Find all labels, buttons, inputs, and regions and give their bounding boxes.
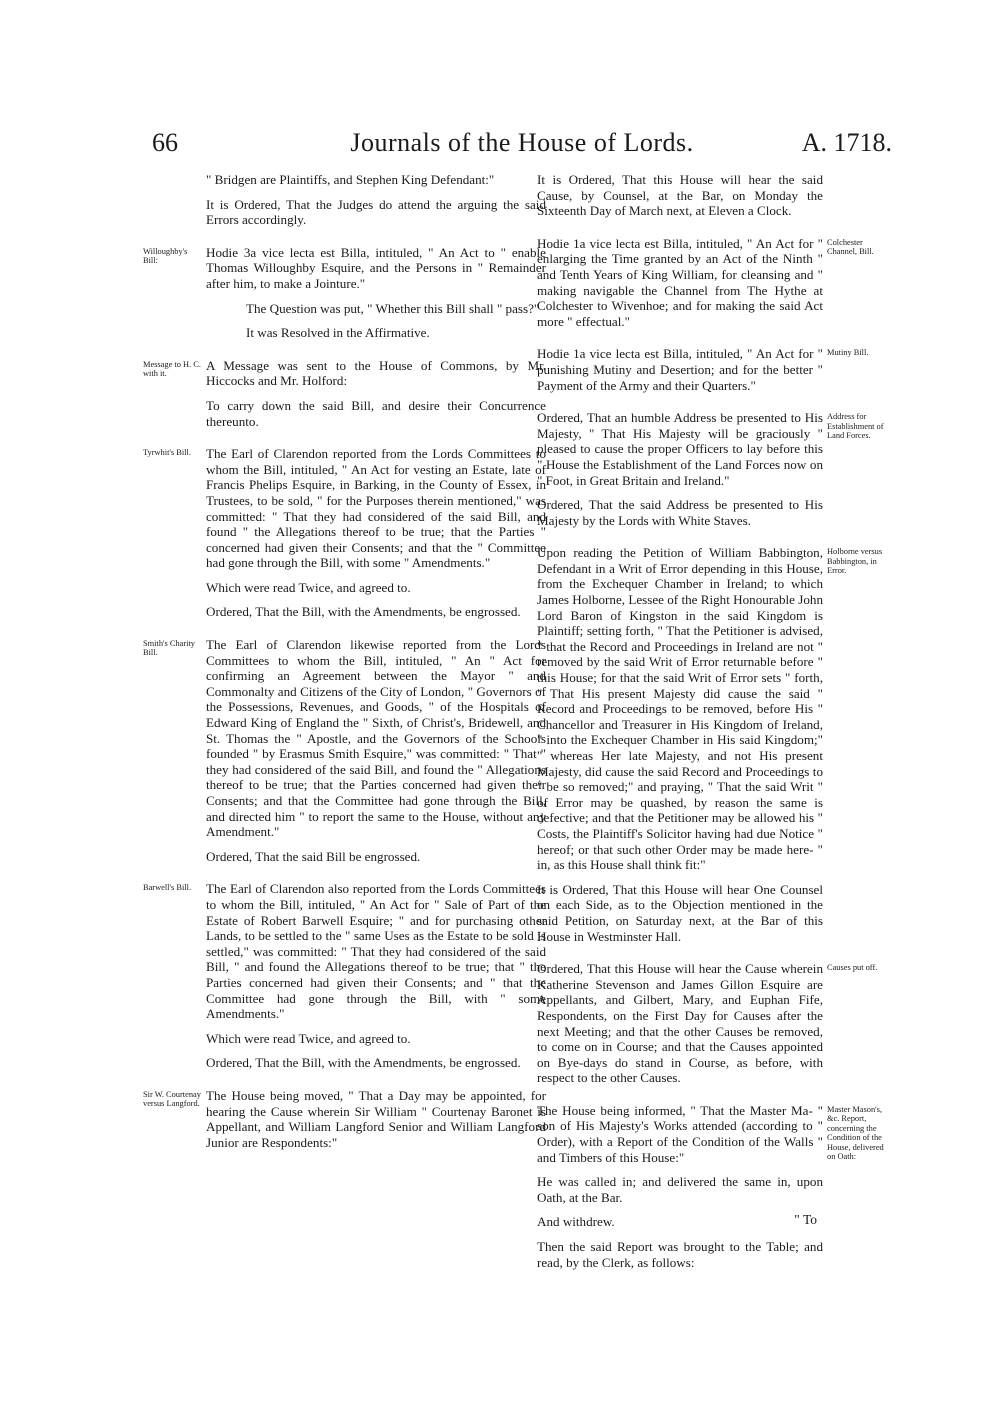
page-header — [152, 128, 892, 164]
right-column — [537, 172, 884, 1287]
journal-entry — [143, 244, 546, 341]
entry-paragraph: The House being informed, " That the Master Ma- " son of His Majesty's Works attended (according to " Order), with a Report of the Condition of the Walls " and Timbers of this House:" — [537, 1102, 823, 1165]
journal-entry — [143, 357, 546, 429]
entry-paragraph: Which were read Twice, and agreed to. — [206, 579, 411, 595]
page-title: Journals of the House of Lords. — [350, 128, 694, 157]
entry-paragraph: The House being moved, " That a Day may be appointed, for hearing the Cause wherein Sir William " Courtenay Baronet is Appellant, and William Langford Senior and William Langford Junior are Respondents:" — [206, 1087, 546, 1150]
entry-paragraph: He was called in; and delivered the same in, upon Oath, at the Bar. — [537, 1174, 823, 1205]
entry-paragraph: To carry down the said Bill, and desire their Concurrence thereunto. — [206, 397, 546, 429]
entry-paragraph: The Earl of Clarendon also reported from the Lords Committees to whom the Bill, intituled, " An Act for " Sale of Part of the Estate of Robert Barwell Esquire; " and for purchasing other Lands, to be settled to the " same Uses as the Estate to be sold is settled," was committed: " That they had considered of the said Bill, " and found the Allegations thereof to be true; that " the Parties concerned had given their Consents; and " that the Committee had gone through the Bill, with " some Amendments." — [206, 881, 546, 1022]
journal-entry — [143, 446, 546, 620]
entry-paragraph: Which were read Twice, and agreed to. — [206, 1030, 411, 1046]
entry-paragraph: And withdrew. — [537, 1214, 615, 1230]
journal-entry — [143, 637, 546, 864]
entry-paragraph: " Bridgen are Plaintiffs, and Stephen King Defendant:" — [206, 172, 495, 187]
margin-note: Holborne versus Babbington, in Error. — [827, 547, 883, 576]
catchword: " To — [794, 1212, 817, 1227]
margin-note: Address for Establishment of Land Forces. — [827, 412, 884, 440]
entry-paragraph: Ordered, That the Bill, with the Amendments, be engrossed. — [206, 1055, 521, 1071]
entry-paragraph: Hodie 3a vice lecta est Billa, intituled, " An Act to " enable Thomas Willoughby Esquire, and the Persons in " Remainder after him, to make a Jointure." — [206, 244, 546, 291]
question-line: The Question was put, " Whether this Bill shall " pass?" — [246, 300, 540, 316]
journal-entry — [537, 961, 878, 1086]
question-line: It was Resolved in the Affirmative. — [246, 325, 430, 341]
journal-entry — [537, 1102, 884, 1270]
entry-paragraph: It is Ordered, That the Judges do attend the arguing the said Errors accordingly. — [206, 196, 546, 228]
journal-entry — [143, 1087, 546, 1150]
journal-entry — [143, 881, 546, 1071]
entry-paragraph: It is Ordered, That this House will hear One Counsel on each Side, as to the Objection mentioned in the said Petition, on Saturday next, at the Bar of this House in Westminster Hall. — [537, 881, 823, 944]
margin-note: Mutiny Bill. — [827, 348, 869, 358]
left-column — [143, 172, 546, 1167]
entry-paragraph: The Earl of Clarendon likewise reported from the Lords Committees to whom the Bill, intituled, " An " Act for confirming an Agreement between the Mayor " and Commonalty and Citizens of the City of London, " Governors of the Possessions, Revenues, and Goods, " of the Hospitals of Edward King of England the " Sixth, of Christ's, Bridewell, and St. Thomas the " Apostle, and the Governors of the Schools founded " by Erasmus Smith Esquire," was committed: " That " they had considered of the said Bill, and found the " Allegations thereof to be true; that the Parties concerned had given their Consents; and that the Committee had gone through the Bill, and directed him " to report the same to the House, without any Amendment." — [206, 637, 546, 840]
entry-paragraph: Ordered, That the Bill, with the Amendments, be engrossed. — [206, 604, 521, 620]
entry-paragraph: It is Ordered, That this House will hear the said Cause, by Counsel, at the Bar, on Monday the Sixteenth Day of March next, at Eleven a Clock. — [537, 172, 823, 219]
entry-paragraph: The Earl of Clarendon reported from the Lords Committees to whom the Bill, intituled, " An Act for vesting an Estate, late of Francis Phelips Esquire, in Barking, in the County of Essex, in Trustees, to be sold, " for the Purposes therein mentioned," was committed: " That they had considered of the said Bill, and found " the Allegations thereof to be true; that the Parties " concerned had given their Consents; and that the " Committee had gone through the Bill, with some " Amendments." — [206, 446, 546, 571]
journal-entry — [537, 545, 883, 944]
entry-paragraph: A Message was sent to the House of Commons, by Mr. Hiccocks and Mr. Holford: — [206, 357, 546, 389]
entry-paragraph: Ordered, That the said Bill be engrossed. — [206, 848, 421, 864]
journal-entry — [537, 346, 869, 393]
entry-paragraph: Then the said Report was brought to the Table; and read, by the Clerk, as follows: — [537, 1239, 823, 1270]
margin-note: Causes put off. — [827, 963, 878, 973]
journal-entry — [537, 410, 884, 528]
page-number: 66 — [152, 128, 178, 157]
margin-note: Smith's Charity Bill. — [143, 639, 195, 658]
journal-entry — [537, 172, 823, 219]
entry-paragraph: Hodie 1a vice lecta est Billa, intituled, " An Act for " enlarging the Time granted by an Act of the Ninth " and Tenth Years of King William, for cleansing and " making navigable the Channel from The Hythe at Colchester to Wivenhoe; and for making the said Act more " effectual." — [537, 235, 823, 329]
margin-note: Sir W. Courtenay versus Langford. — [143, 1089, 201, 1109]
entry-paragraph: Ordered, That this House will hear the Cause wherein Katherine Stevenson and James Gillon Esquire are Appellants, and Gilbert, Mary, and Euphan Fife, Respondents, on the First Day for Causes after the next Meeting; and that the other Causes be removed, to come on in Course; and that the Causes appointed on Bye-days do stand in Course, as before, with respect to the other Causes. — [537, 961, 823, 1086]
margin-note: Master Mason's, &c. Report, concerning the Condition of the House, delivered on Oath: — [827, 1104, 884, 1161]
margin-note: Willoughby's Bill: — [143, 246, 188, 266]
margin-note: Tyrwhit's Bill. — [143, 448, 191, 458]
page-year: A. 1718. — [801, 128, 892, 157]
entry-paragraph: Hodie 1a vice lecta est Billa, intituled, " An Act for " punishing Mutiny and Desertion; and for the better " Payment of the Army and their Quarters." — [537, 346, 823, 393]
margin-note: Colchester Channel, Bill. — [827, 237, 874, 257]
entry-paragraph: Ordered, That an humble Address be presented to His Majesty, " That His Majesty will be graciously " pleased to cause the proper Officers to lay before this " House the Establishment of the Land Forces now on " Foot, in Great Britain and Ireland." — [537, 410, 823, 488]
journal-entry — [206, 172, 546, 228]
entry-paragraph: Ordered, That the said Address be presented to His Majesty by the Lords with White Staves. — [537, 497, 823, 528]
journal-entry — [537, 235, 874, 330]
margin-note: Message to H. C. with it. — [143, 359, 201, 379]
entry-paragraph: Upon reading the Petition of William Babbington, Defendant in a Writ of Error depending in this House, from the Exchequer Chamber in Ireland; to which James Holborne, Lessee of the Right Honourable John Lord Baron of Kingston in the said Kingdom is Plaintiff; setting forth, " That the Petitioner is advised, " that the Record and Proceedings in Ireland are not " removed by the said Writ of Error returnable before " this House; for that the said Writ of Error sets " forth, " That His present Majesty did cause the said " Record and Proceedings to be removed, before His " Chancellor and Treasurer in His Kingdom of Ireland, " into the Exchequer Chamber in His said Kingdom;" " whereas Her late Majesty, and not His present Majesty, did cause the said Record and Proceedings to " be so removed;" and praying, " That the said Writ " of Error may be quashed, by reason the same is defective; and that the Petitioner may be allowed his " Costs, the Plaintiff's Solicitor having had due Notice " hereof; or that such other Order may be made here- " in, as this House shall think fit:" — [537, 545, 823, 873]
margin-note: Barwell's Bill. — [143, 883, 192, 893]
